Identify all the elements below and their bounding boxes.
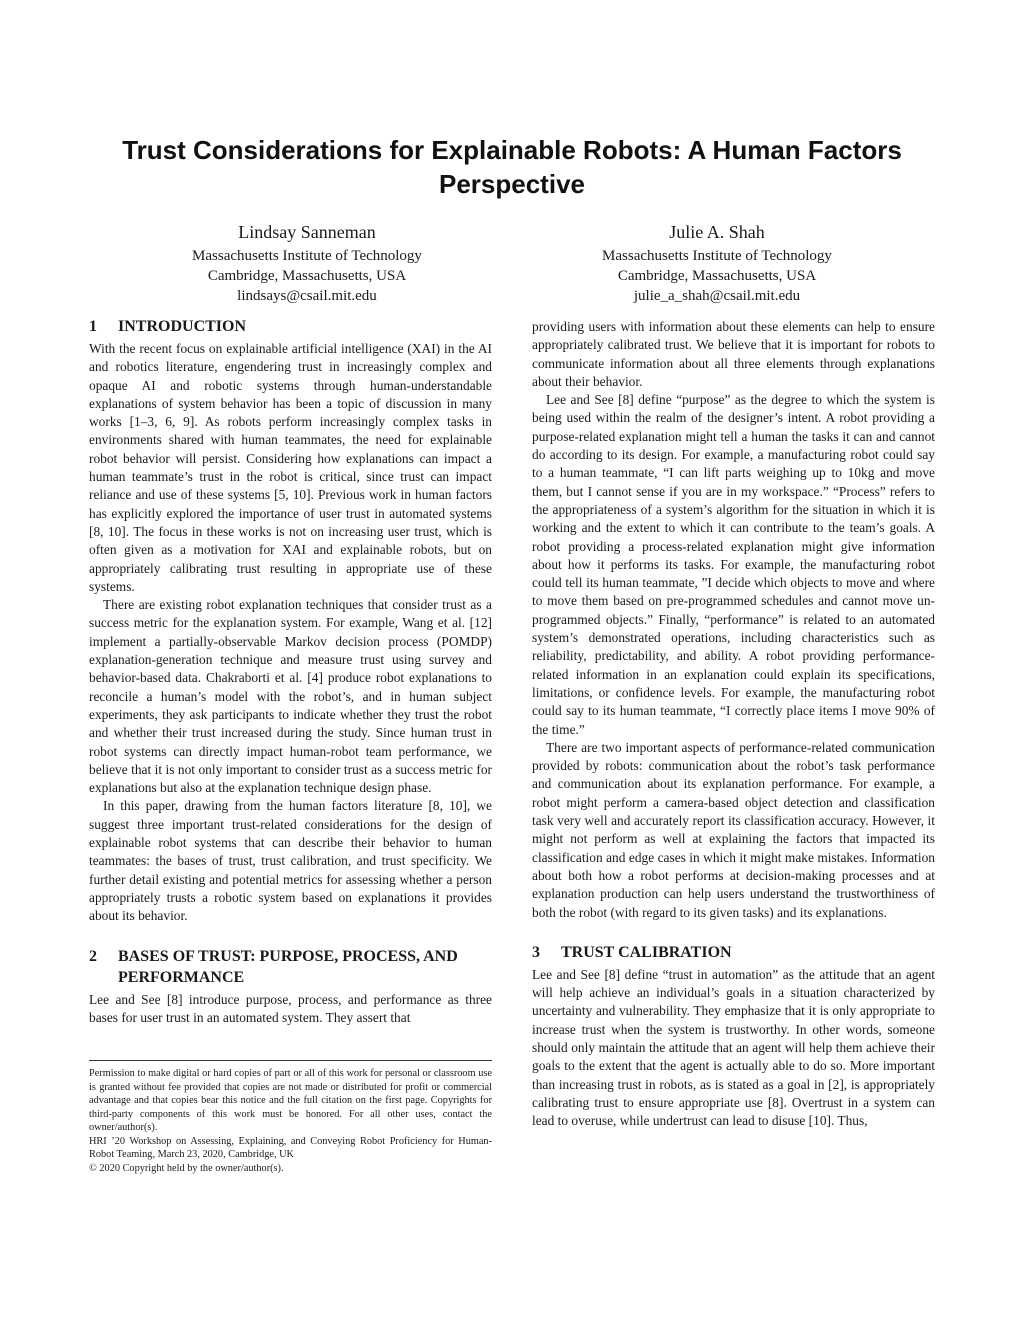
paragraph: Lee and See [8] define “trust in automation” as the attitude that an agent will help achieve an individual’s goals in a situation characterized by uncertainty and vulnerability. They emphasize that it is only appropriate to increase trust when the system is trustworthy. In other words, someone should only maintain the attitude that an agent will help them achieve their goals to the extent that the agent is actually able to do so. More important than increasing trust in robots, as is stated as a goal in [2], is appropriately calibrating trust to ensure appropriate use [8]. Overtrust in a system can lead to overuse, while undertrust can lead to disuse [10]. Thus, [532, 966, 935, 1129]
section-heading-trust-calibration [532, 942, 935, 963]
copyright-notice: © 2020 Copyright held by the owner/author(s). [89, 1162, 284, 1174]
section-number: 3 [532, 943, 540, 961]
paragraph: providing users with information about these elements can help to ensure appropriately calibrated trust. We believe that it is important for robots to communicate information about all three elements through explanations about their behavior. [532, 319, 935, 389]
paragraph: There are two important aspects of performance-related communication provided by robots: communication about the robot’s task performance and communication about its explanation performance. For example, a robot might perform a camera-based object detection and classification task very well and accurately report its classification accuracy. However, it might not perform as well at explaining the factors that impacted its classification and edge cases in which it might make mistakes. Information about both how a robot performs at decision-making processes and at explanation production can help users understand the trustworthiness of both the robot (with regard to its given tasks) and its explanations. [532, 739, 935, 920]
section-number: 2 [89, 947, 97, 965]
venue-notice: HRI ’20 Workshop on Assessing, Explaining, and Conveying Robot Proficiency for Human- Robot Teaming, March 23, 2020, Cambridge, UK [89, 1135, 492, 1160]
paragraph: Lee and See [8] define “purpose” as the degree to which the system is being used within the realm of the designer’s intent. A robot providing a purpose-related explanation might tell a human the tasks it can and cannot do according to its design. For example, a manufacturing robot could say to a human teammate, “I can lift parts weighing up to 10kg and move them, but I cannot sense if you are in my workspace.” “Process” refers to the appropriateness of a system’s algorithm for the situation in which it is working and the extent to which it can contribute to the team’s goals. A robot providing a process-related explanation might give information about how it performs its tasks. For example, the manufacturing robot could tell its human teammate, ”I decide which objects to move and where to move them based on pre-programmed schedules and cannot move un-programmed objects.” Finally, “performance” is related to an automated system’s demonstrated operations, including characteristics such as reliability, predictability, and ability. A robot providing performance-related information in an explanation could explain its specifications, limitations, or confidence levels. For example, the manufacturing robot could say to its human teammate, “I correctly place items I move 90% of the time.” [532, 392, 935, 737]
author-affiliation: Massachusetts Institute of Technology [602, 248, 832, 264]
author-block-1 [147, 220, 467, 306]
section-heading-bases-of-trust [89, 946, 492, 988]
author-email: julie_a_shah@csail.mit.edu [633, 288, 801, 304]
paper-title: Trust Considerations for Explainable Robots: A Human Factors Perspective [122, 135, 902, 199]
paragraph: There are existing robot explanation techniques that consider trust as a success metric for the explanation system. For example, Wang et al. [12] implement a partially-observable Markov decision process (POMDP) explanation-generation technique and measure trust using survey and behavior-based data. Chakraborti et al. [4] produce robot explanations to reconcile a human’s model with the robot’s, and in human subject experiments, they ask participants to indicate whether they trust the robot and whether their trust increased during the study. Since human trust in robot systems can directly impact human-robot team performance, we believe that it is not only important to consider trust as a success metric for explanations but also at the explanation technique design phase. [89, 597, 492, 796]
paragraph: With the recent focus on explainable artificial intelligence (XAI) in the AI and robotics literature, engendering trust in increasingly complex and opaque AI and robotic systems through human-understandable explanations of system behavior has been a topic of discussion in many works [1–3, 6, 9]. As robots perform increasingly complex tasks in environments shared with human teammates, the need for explainable robot behavior will persist. Considering how explanations can impact a human teammate’s trust in the robot is critical, since trust can impact reliance and use of these systems [5, 10]. Previous work in human factors has explicitly explored the importance of user trust in automated systems [8, 10]. The focus in these works is not on increasing user trust, which is often given as a motivation for XAI and explainable robots, but on appropriately calibrating trust resulting in appropriate use of these systems. [89, 341, 492, 594]
permission-notice: Permission to make digital or hard copies of part or all of this work for personal or classroom use is granted without fee provided that copies are not made or distributed for profit or commercial advantage and that copies bear this notice and the full citation on the first page. Copyrights for third-party components of this work must be honored. For all other uses, contact the owner/author(s). [89, 1068, 492, 1133]
right-column [532, 318, 935, 1130]
section-title: INTRODUCTION [118, 318, 247, 335]
author-email: lindsays@csail.mit.edu [237, 288, 377, 304]
author-name: Lindsay Sanneman [238, 222, 376, 242]
section-title: BASES OF TRUST: PURPOSE, PROCESS, AND PERFORMANCE [118, 947, 458, 986]
copyright-footnote [89, 1060, 492, 1175]
paragraph: Lee and See [8] introduce purpose, process, and performance as three bases for user trust in an automated system. They assert that [89, 991, 492, 1025]
section-heading-introduction [89, 316, 492, 337]
author-name: Julie A. Shah [669, 222, 765, 242]
author-affiliation: Massachusetts Institute of Technology [192, 248, 422, 264]
author-location: Cambridge, Massachusetts, USA [207, 268, 407, 284]
left-column [89, 316, 492, 1027]
section-title: TRUST CALIBRATION [561, 943, 732, 961]
author-location: Cambridge, Massachusetts, USA [617, 268, 817, 284]
paragraph: In this paper, drawing from the human factors literature [8, 10], we suggest three important trust-related considerations for the design of explainable robot systems that can describe their behavior to human teammates: the bases of trust, trust calibration, and trust specificity. We further detail existing and potential metrics for assessing whether a person appropriately trusts a robotic system based on explanations it provides about its behavior. [89, 798, 492, 924]
author-block-2 [557, 220, 877, 306]
section-number: 1 [89, 318, 97, 335]
